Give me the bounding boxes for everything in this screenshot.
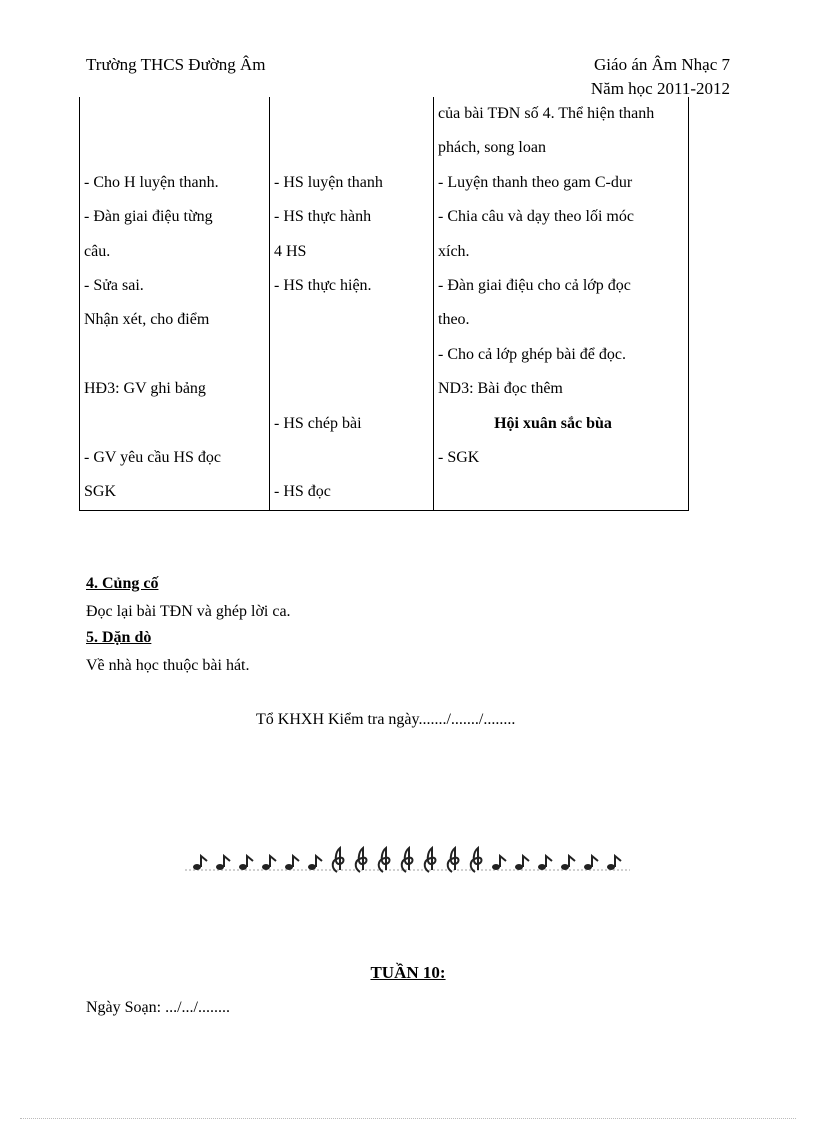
- section-5-text: Về nhà học thuộc bài hát.: [86, 657, 250, 674]
- eighth-note-icon: [193, 856, 207, 870]
- treble-clef-icon: [333, 848, 344, 872]
- cell-line: - Đàn giai điệu từng: [84, 208, 213, 226]
- cell-line: Hội xuân sắc bùa: [494, 414, 612, 432]
- eighth-note-icon: [515, 856, 529, 870]
- cell-line: [84, 338, 269, 372]
- eighth-note-icon: [285, 856, 299, 870]
- section-5-heading: 5. Dặn dò: [86, 629, 152, 646]
- cell-line: [84, 97, 269, 131]
- treble-clef-icon: [356, 848, 367, 872]
- section-4-heading: 4. Củng cố: [86, 575, 159, 592]
- eighth-note-icon: [561, 856, 575, 870]
- eighth-note-icon: [262, 856, 276, 870]
- eighth-note-icon: [538, 856, 552, 870]
- cell-line: - Sửa sai.: [84, 276, 144, 294]
- cell-line: SGK: [84, 483, 117, 501]
- section-4-text: Đọc lại bài TĐN và ghép lời ca.: [86, 603, 291, 620]
- cell-line: câu.: [84, 242, 111, 260]
- eighth-note-icon: [216, 856, 230, 870]
- cell-line: - HS đọc: [274, 483, 331, 501]
- cell-line: [438, 475, 688, 509]
- cell-line: [274, 338, 433, 372]
- cell-line: - HS thực hiện.: [274, 276, 372, 294]
- treble-clef-icon: [448, 848, 459, 872]
- cell-line: - Chia câu và dạy theo lối móc: [438, 208, 634, 226]
- cell-line: [274, 303, 433, 337]
- treble-clef-icon: [402, 848, 413, 872]
- preparation-date: Ngày Soạn: .../.../........: [86, 999, 230, 1016]
- table-row: [80, 97, 689, 510]
- school-year: Năm học 2011-2012: [590, 79, 730, 98]
- eighth-note-icon: [607, 856, 621, 870]
- treble-clef-icon: [379, 848, 390, 872]
- cell-line: [274, 441, 433, 475]
- music-notes-divider-icon: [185, 842, 630, 876]
- inspection-line: Tổ KHXH Kiểm tra ngày......./......./........: [256, 711, 516, 728]
- eighth-note-icon: [308, 856, 322, 870]
- lesson-table: [79, 97, 689, 511]
- teacher-activity-column: [80, 97, 270, 510]
- cell-line: - HS luyện thanh: [274, 173, 383, 191]
- cell-line: Nhận xét, cho điểm: [84, 311, 210, 329]
- cell-line: phách, song loan: [438, 139, 546, 157]
- cell-line: - Cho H luyện thanh.: [84, 173, 219, 191]
- cell-line: - Luyện thanh theo gam C-dur: [438, 173, 633, 191]
- cell-line: [274, 131, 433, 165]
- cell-line: ND3: Bài đọc thêm: [438, 380, 563, 398]
- cell-line: theo.: [438, 311, 470, 329]
- cell-line: - Đàn giai điệu cho cả lớp đọc: [438, 276, 631, 294]
- week-title: TUẦN 10:: [370, 963, 446, 982]
- cell-line: xích.: [438, 242, 470, 260]
- cell-line: - HS thực hành: [274, 208, 372, 226]
- cell-line: 4 HS: [274, 242, 307, 260]
- cell-line: của bài TĐN số 4. Thể hiện thanh: [438, 105, 655, 122]
- cell-line: [274, 97, 433, 131]
- cell-line: - Cho cả lớp ghép bài để đọc.: [438, 345, 626, 363]
- page-bottom-rule: [20, 1118, 796, 1119]
- cell-line: [84, 131, 269, 165]
- eighth-note-icon: [239, 856, 253, 870]
- cell-line: HĐ3: GV ghi bảng: [84, 380, 206, 398]
- student-activity-column: [270, 97, 434, 510]
- eighth-note-icon: [584, 856, 598, 870]
- eighth-note-icon: [492, 856, 506, 870]
- school-name: Trường THCS Đường Âm: [86, 55, 266, 74]
- treble-clef-icon: [471, 848, 482, 872]
- cell-line: - SGK: [438, 448, 480, 466]
- content-column: [434, 97, 689, 510]
- subject-title: Giáo án Âm Nhạc 7: [594, 55, 730, 74]
- treble-clef-icon: [425, 848, 436, 872]
- cell-line: [84, 407, 269, 441]
- cell-line: - HS chép bài: [274, 414, 362, 432]
- cell-line: [274, 372, 433, 406]
- cell-line: - GV yêu cầu HS đọc: [84, 448, 222, 466]
